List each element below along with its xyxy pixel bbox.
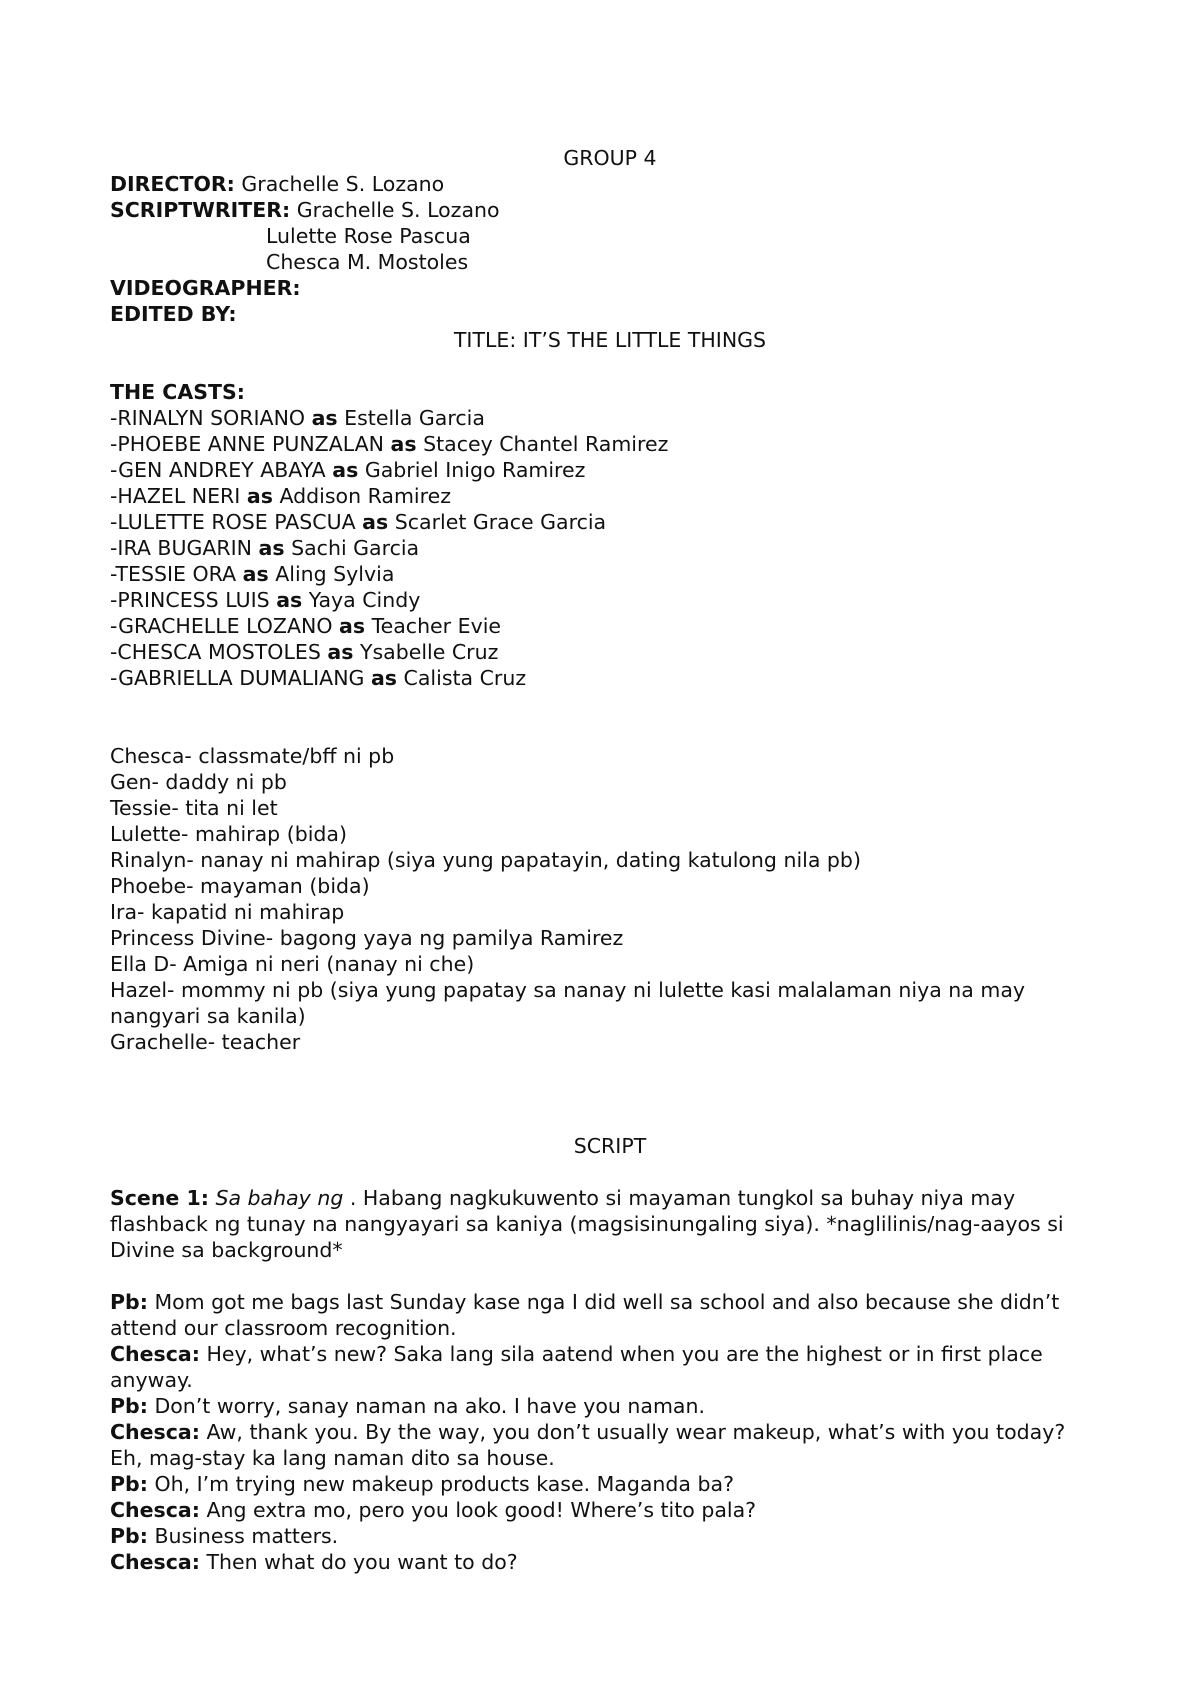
scene-text: . Habang nagkukuwento si mayaman tungkol sa buhay niya may flashback ng tunay na nangyayari sa kaniya (magsisinungaling siya). *naglilinis/nag-aayos si Divine sa background* xyxy=(110,1186,1064,1262)
scene-description xyxy=(110,1185,1110,1263)
dialogue-line: Chesca: Hey, what’s new? Saka lang sila aatend when you are the highest or in first place anyway. xyxy=(110,1342,1043,1392)
note-item: Gen- daddy ni pb xyxy=(110,770,287,794)
speaker: Pb: xyxy=(110,1394,148,1418)
director-label: DIRECTOR: xyxy=(110,172,235,196)
note-item: Hazel- mommy ni pb (siya yung papatay sa nanay ni lulette kasi malalaman niya na may nangyari sa kanila) xyxy=(110,978,1026,1028)
cast-item: -RINALYN SORIANO as Estella Garcia xyxy=(110,406,485,430)
note-item: Ira- kapatid ni mahirap xyxy=(110,900,345,924)
note-item: Phoebe- mayaman (bida) xyxy=(110,874,370,898)
scriptwriter-name: Grachelle S. Lozano xyxy=(296,198,500,222)
dialogue-line: Chesca: Then what do you want to do? xyxy=(110,1550,518,1574)
cast-item: -CHESCA MOSTOLES as Ysabelle Cruz xyxy=(110,640,499,664)
scriptwriter-label: SCRIPTWRITER: xyxy=(110,198,291,222)
videographer-line xyxy=(110,275,1110,301)
cast-item: -GEN ANDREY ABAYA as Gabriel Inigo Ramirez xyxy=(110,458,586,482)
casts-heading: THE CASTS: xyxy=(110,380,245,404)
document-page xyxy=(110,145,1110,1575)
director-name: Grachelle S. Lozano xyxy=(241,172,445,196)
note-item: Princess Divine- bagong yaya ng pamilya Ramirez xyxy=(110,926,624,950)
cast-item: -PRINCESS LUIS as Yaya Cindy xyxy=(110,588,421,612)
cast-list xyxy=(110,405,1110,691)
speaker: Pb: xyxy=(110,1472,148,1496)
videographer-label: VIDEOGRAPHER: xyxy=(110,276,301,300)
scriptwriter-name: Lulette Rose Pascua xyxy=(266,224,471,248)
note-item: Tessie- tita ni let xyxy=(110,796,278,820)
edited-by-label: EDITED BY: xyxy=(110,302,237,326)
script-heading: SCRIPT xyxy=(573,1134,647,1158)
dialogue-line: Chesca: Aw, thank you. By the way, you don’t usually wear makeup, what’s with you today? Eh, mag-stay ka lang naman dito sa house. xyxy=(110,1420,1066,1470)
dialogue-line: Pb: Don’t worry, sanay naman na ako. I have you naman. xyxy=(110,1394,705,1418)
dialogue xyxy=(110,1289,1095,1575)
note-item: Chesca- classmate/bff ni pb xyxy=(110,744,395,768)
dialogue-line: Pb: Mom got me bags last Sunday kase nga I did well sa school and also because she didn’t attend our classroom recognition. xyxy=(110,1290,1060,1340)
group-title: GROUP 4 xyxy=(563,146,657,170)
speaker: Chesca: xyxy=(110,1420,200,1444)
dialogue-line: Pb: Business matters. xyxy=(110,1524,339,1548)
speaker: Pb: xyxy=(110,1290,148,1314)
cast-item: -PHOEBE ANNE PUNZALAN as Stacey Chantel Ramirez xyxy=(110,432,669,456)
cast-item: -GABRIELLA DUMALIANG as Calista Cruz xyxy=(110,666,527,690)
note-item: Rinalyn- nanay ni mahirap (siya yung papatayin, dating katulong nila pb) xyxy=(110,848,861,872)
play-title: TITLE: IT’S THE LITTLE THINGS xyxy=(453,328,767,352)
dialogue-line: Pb: Oh, I’m trying new makeup products kase. Maganda ba? xyxy=(110,1472,734,1496)
cast-item: -LULETTE ROSE PASCUA as Scarlet Grace Garcia xyxy=(110,510,607,534)
scriptwriter-line xyxy=(110,197,1110,223)
note-item: Lulette- mahirap (bida) xyxy=(110,822,347,846)
speaker: Chesca: xyxy=(110,1342,200,1366)
cast-item: -HAZEL NERI as Addison Ramirez xyxy=(110,484,451,508)
note-item: Grachelle- teacher xyxy=(110,1030,301,1054)
cast-item: -GRACHELLE LOZANO as Teacher Evie xyxy=(110,614,502,638)
scene-setting: Sa bahay ng xyxy=(215,1186,344,1210)
scriptwriter-name: Chesca M. Mostoles xyxy=(266,250,469,274)
cast-item: -TESSIE ORA as Aling Sylvia xyxy=(110,562,395,586)
scene-label: Scene 1: xyxy=(110,1186,209,1210)
note-item: Ella D- Amiga ni neri (nanay ni che) xyxy=(110,952,475,976)
dialogue-line: Chesca: Ang extra mo, pero you look good! Where’s tito pala? xyxy=(110,1498,757,1522)
speaker: Chesca: xyxy=(110,1550,200,1574)
cast-item: -IRA BUGARIN as Sachi Garcia xyxy=(110,536,420,560)
director-line xyxy=(110,171,1110,197)
speaker: Chesca: xyxy=(110,1498,200,1522)
edited-by-line xyxy=(110,301,1110,327)
speaker: Pb: xyxy=(110,1524,148,1548)
character-notes xyxy=(110,743,1110,1055)
